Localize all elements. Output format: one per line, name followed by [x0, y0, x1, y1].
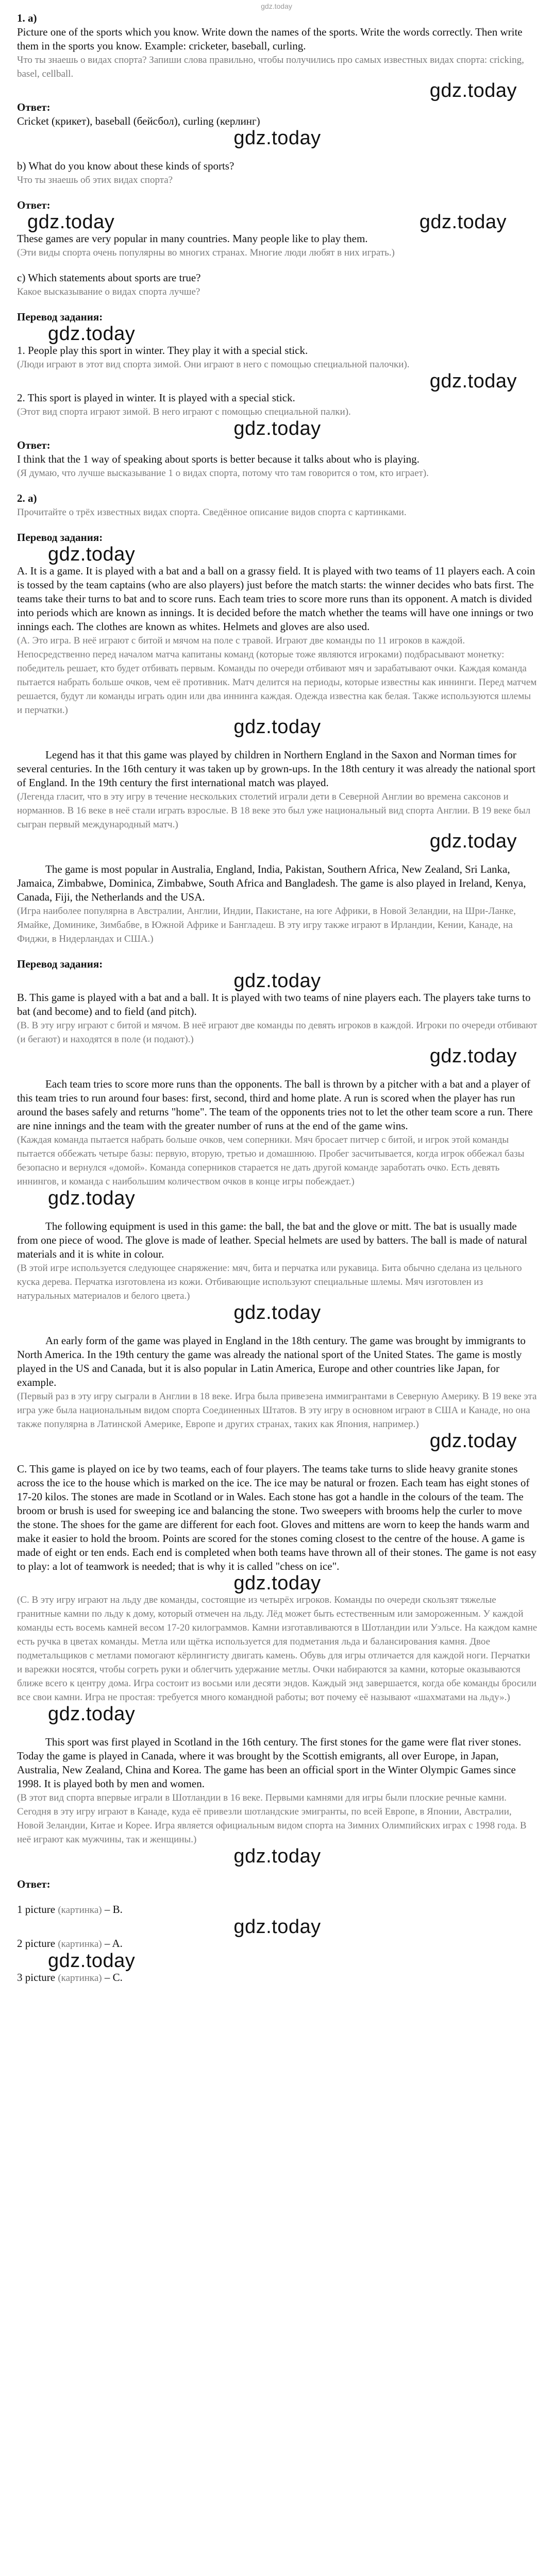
- task2-part-b-history-ru: (Первый раз в эту игру сыграли в Англии в 18 веке. Игра была привезена иммигрантами в Северную Америку. В 19 веке эта игра уже была национальным видом спорта Соединенных Штатов. В эту игру в основном играют в США и Канаде, но она также популярна в Латинской Америке, Европе и других странах, таких как Япония, например.): [17, 1391, 537, 1430]
- document-body: [17, 11, 538, 1985]
- task1-translation-label: Перевод задания:: [17, 311, 103, 323]
- task2-part-a-history-ru: (Легенда гласит, что в эту игру в течение нескольких столетий играли дети в Северной Англии во времена саксонов и норманнов. В 16 веке в неё стали играть взрослые. В 18 веке это был уже национальный вид спорта Англии. В 19 веке был сыгран первый международный матч.): [17, 791, 531, 830]
- answer-2-result: – A.: [104, 1937, 123, 1950]
- task2-part-c: C. This game is played on ice by two teams, each of four players. The teams take turns to slide heavy granite stones across the ice to the house which is marked on the ice. The ice may be natural or frozen. Each team has eight stones of 17-20 kilos. The stones are made in Scotland or in Wales. Each stone has got a handle in the colours of the team. The broom or brush is used for sweeping ice and balancing the stone. Two sweepers with brooms help the curler to move the stone. The shoes for the game are different for each foot. Gloves and mittens are worn to keep the hands warm and make it easier to hold the broom. Points are scored for the stones coming closest to the centre of the house. A game is made of eight or ten ends. Each end is completed when both teams have thrown all of their stones. The game is not easy to play: a lot of teamwork is needed; that is why it is called "chess on ice".: [17, 1463, 537, 1572]
- task1-number: 1. a): [17, 12, 37, 24]
- task2-part-b-rules: Each team tries to score more runs than the opponents. The ball is thrown by a pitcher with a bat and a player of this team tries to run around four bases: first, second, third and home plate. A run is scored when the player has run around the bases safely and returns "home". The team of the opponents tries not to let the other team score a run. There are nine innings and the team with the greater number of runs at the end of the game wins.: [17, 1078, 533, 1132]
- watermark: gdz.today: [48, 1703, 136, 1725]
- watermark-row: [17, 212, 538, 232]
- watermark: gdz.today: [233, 127, 321, 149]
- task2-answer-label: Ответ:: [17, 1878, 51, 1890]
- watermark: gdz.today: [233, 1845, 321, 1867]
- task2-part-c-ru: (С. В эту игру играют на льду две команды, состоящие из четырёх игроков. Команды по очереди скользят тяжелые гранитные камни по льду к дому, который отмечен на льду. Лёд может быть естественным или замороженным. У каждой команды есть восемь камней весом 17-20 килограммов. Камни изготавливаются в Шотландии или Уэльсе. На каждом камне есть ручка в цветах команды. Метла или щётка используется для подметания льда и балансирования камня. Двое подметальщиков с метлами помогают кёрлингисту двигать камень. Обувь для игры отличается для каждой ноги. Перчатки и варежки носятся, чтобы согреть руки и облегчить удержание метлы. Очки набираются за камни, которые оказываются ближе всего к центру дома. Игра состоит из восьми или десяти эндов. Каждый энд завершается, когда обе команды бросили все свои камни. Игра не простая: требуется много командной работы; вот почему её называют «шахматами на льду».): [17, 1595, 538, 1703]
- task1-c-item1: 1. People play this sport in winter. They play it with a special stick.: [17, 344, 308, 357]
- task2-translation-label: Перевод задания:: [17, 531, 103, 544]
- answer-1-result: – B.: [104, 1903, 123, 1916]
- answer-1-text: 1 picture: [17, 1903, 56, 1916]
- watermark: gdz.today: [429, 1430, 517, 1452]
- task1-b-answer: These games are very popular in many countries. Many people like to play them.: [17, 232, 368, 245]
- task2-translation-label-2: Перевод задания:: [17, 958, 103, 970]
- answer-2-text: 2 picture: [17, 1937, 56, 1950]
- task2-part-a-popular-ru: (Игра наиболее популярна в Австралии, Англии, Индии, Пакистане, на юге Африки, в Новой Зеландии, на Шри-Ланке, Ямайке, Доминике, Зимбабве, в Южной Африке и Бангладеш. В эту игру также играют в Ирландии, Кении, Канаде, на Фиджи, в Нидерландах и США.): [17, 906, 516, 944]
- watermark: gdz.today: [48, 544, 136, 565]
- watermark: gdz.today: [429, 831, 517, 852]
- watermark: gdz.today: [233, 716, 321, 738]
- answer-row-3: [17, 1971, 538, 1985]
- task1-c-item2: 2. This sport is played in winter. It is played with a special stick.: [17, 392, 295, 404]
- watermark: gdz.today: [429, 370, 517, 392]
- task2-part-b-history: An early form of the game was played in England in the 18th century. The game was brought by immigrants to North America. In the 19th century the game was already the national sport of the United States. The game is mostly played in the US and Canada, but it is also popular in Latin America, Europe and other countries like Japan, for example.: [17, 1334, 526, 1388]
- watermark: gdz.today: [48, 323, 136, 345]
- task2-part-b-equipment-ru: (В этой игре используется следующее снаряжение: мяч, бита и перчатка или рукавица. Бита обычно сделана из цельного куска дерева. Перчатка изготовлена из кожи. Отбивающие используют специальные шлемы. Мяч изготовлен из натуральных материалов и белого цвета.): [17, 1263, 522, 1301]
- task1-question: Picture one of the sports which you know. Write down the names of the sports. Write the words correctly. Then write them in the sports you know. Example: cricketer, baseball, curling.: [17, 26, 523, 52]
- task1-c-answer-label: Ответ:: [17, 439, 51, 451]
- task2-part-a: A. It is a game. It is played with a bat and a ball on a grassy field. It is played with two teams of 11 players each. A coin is tossed by the team captains (who are also players) just before the match starts: the winner decides who bats first. The teams take their turns to bat and to score runs. Each team tries to score more runs than its opponent. A match is divided into periods which are known as innings. It is decided before the match whether the teams will have one innings or two innings each. The clothes are known as whites. Helmets and gloves are also used.: [17, 565, 535, 633]
- watermark: gdz.today: [419, 211, 507, 233]
- task2-part-b-rules-ru: (Каждая команда пытается набрать больше очков, чем соперники. Мяч бросает питчер с битой, и игрок этой команды пытается оббежать четыре базы: первую, вторую, третью и домашнюю. Пробег засчитывается, когда игрок оббежал базы безопасно и вернулся «домой». Команда соперников старается не дать другой команде заработать очко. Есть девять иннингов, и команда с наибольшим количеством очков в конце игры побеждает.): [17, 1134, 525, 1187]
- task2-part-c-history: This sport was first played in Scotland in the 16th century. The first stones for the game were flat river stones. Today the game is played in Canada, where it was brought by the Scottish emigrants, all over Europe, in Japan, Australia, New Zealand, China and Korea. The game has been an official sport in the Winter Olympic Games since 1998. It is played both by men and women.: [17, 1736, 522, 1790]
- watermark: gdz.today: [233, 1572, 321, 1594]
- answer-row-1: [17, 1903, 538, 1917]
- task1-c-answer-ru: (Я думаю, что лучше высказывание 1 о видах спорта, потому что там говорится о том, кто играет).: [17, 468, 429, 479]
- task2-part-c-history-ru: (В этот вид спорта впервые играли в Шотландии в 16 веке. Первыми камнями для игры были плоские речные камни. Сегодня в эту игру играют в Канаде, куда её привезли шотландские эмигранты, по всей Европе, в Японии, Австралии, Новой Зеландии, Китае и Корее. Игра является официальным видом спорта на Зимних Олимпийских играх с 1998 года. В неё играют как мужчины, так и женщины.): [17, 1792, 527, 1845]
- task2-question-ru: Прочитайте о трёх известных видах спорта. Сведённое описание видов спорта с картинками.: [17, 507, 407, 518]
- task2-number: 2. a): [17, 492, 37, 504]
- task1-question-ru: Что ты знаешь о видах спорта? Запиши слова правильно, чтобы получились про самых известных видах спорта: cricking, basel, cellball.: [17, 55, 524, 79]
- site-label: gdz.today: [261, 2, 292, 10]
- task1-b-answer-label: Ответ:: [17, 199, 51, 211]
- task2-part-b: B. This game is played with a bat and a ball. It is played with two teams of nine players each. The players take turns to bat (and become) and to field (and pitch).: [17, 991, 531, 1018]
- task1-c-answer: I think that the 1 way of speaking about sports is better because it talks about who is playing.: [17, 453, 420, 465]
- watermark: gdz.today: [233, 418, 321, 439]
- task1-b-question-ru: Что ты знаешь об этих видах спорта?: [17, 175, 173, 185]
- task1-c-question: c) Which statements about sports are true?: [17, 272, 201, 284]
- answer-1-note: (картинка): [58, 1905, 102, 1916]
- task1-answer-label: Ответ:: [17, 101, 51, 113]
- answer-3-result: – C.: [104, 1971, 123, 1984]
- task2-part-b-ru: (В. В эту игру играют с битой и мячом. В неё играют две команды по девять игроков в каждой. Игроки по очереди отбивают (и бегают) и находятся в поле (и подают).): [17, 1020, 538, 1045]
- watermark: gdz.today: [429, 80, 517, 101]
- answer-3-note: (картинка): [58, 1973, 102, 1984]
- task2-part-a-ru: (А. Это игра. В неё играют с битой и мячом на поле с травой. Играют две команды по 11 игроков в каждой. Непосредственно перед началом матча капитаны команд (которые тоже являются игроками) подбрасывают монетку: победитель решает, кто будет отбивать первым. Команды по очереди отбивают мяч и зарабатывают очки. Каждая команда пытается набрать больше очков, чем её противник. Матч делится на периоды, которые известны как иннинги. Перед матчем решается, будут ли команды играть один или два иннинга каждая. Одежда известна как белая. Также используются шлемы и перчатки.): [17, 635, 537, 716]
- watermark: gdz.today: [429, 1045, 517, 1067]
- task1-c-item1-ru: (Люди играют в этот вид спорта зимой. Они играют в него с помощью специальной палочки).: [17, 359, 410, 370]
- task1-c-item2-ru: (Этот вид спорта играют зимой. В него играют с помощью специальной палки).: [17, 406, 351, 417]
- task1-b-answer-ru: (Эти виды спорта очень популярны во многих странах. Многие люди любят в них играть.): [17, 247, 395, 258]
- watermark: gdz.today: [233, 1302, 321, 1324]
- watermark: gdz.today: [48, 1950, 136, 1972]
- task2-part-a-history: Legend has it that this game was played by children in Northern England in the Saxon and Norman times for several centuries. In the 16th century it was taken up by grown-ups. In the 18th century it was already the national sport of England. In the 19th century the first international match was played.: [17, 749, 535, 789]
- answer-3-text: 3 picture: [17, 1971, 56, 1984]
- task2-part-a-popular: The game is most popular in Australia, England, India, Pakistan, Southern Africa, New Zealand, Sri Lanka, Jamaica, Zimbabwe, Dominica, Zimbabwe, South Africa and Bangladesh. The game is also played in Ireland, Kenya, Canada, Fiji, the Netherlands and the USA.: [17, 863, 526, 903]
- task1-c-question-ru: Какое высказывание о видах спорта лучше?: [17, 286, 200, 297]
- answer-2-note: (картинка): [58, 1939, 102, 1950]
- task1-b-question: b) What do you know about these kinds of sports?: [17, 160, 234, 172]
- watermark: gdz.today: [233, 1916, 321, 1938]
- watermark: gdz.today: [48, 1188, 136, 1209]
- answer-row-2: [17, 1937, 538, 1951]
- task1-answer-words: Cricket (крикет), baseball (бейсбол), curling (керлинг): [17, 115, 260, 127]
- watermark: gdz.today: [27, 211, 115, 233]
- task2-part-b-equipment: The following equipment is used in this game: the ball, the bat and the glove or mitt. The bat is usually made from one piece of wood. The glove is made of leather. Special helmets are used by batters. The ball is made of natural materials and it is white in colour.: [17, 1220, 527, 1260]
- watermark: gdz.today: [233, 970, 321, 992]
